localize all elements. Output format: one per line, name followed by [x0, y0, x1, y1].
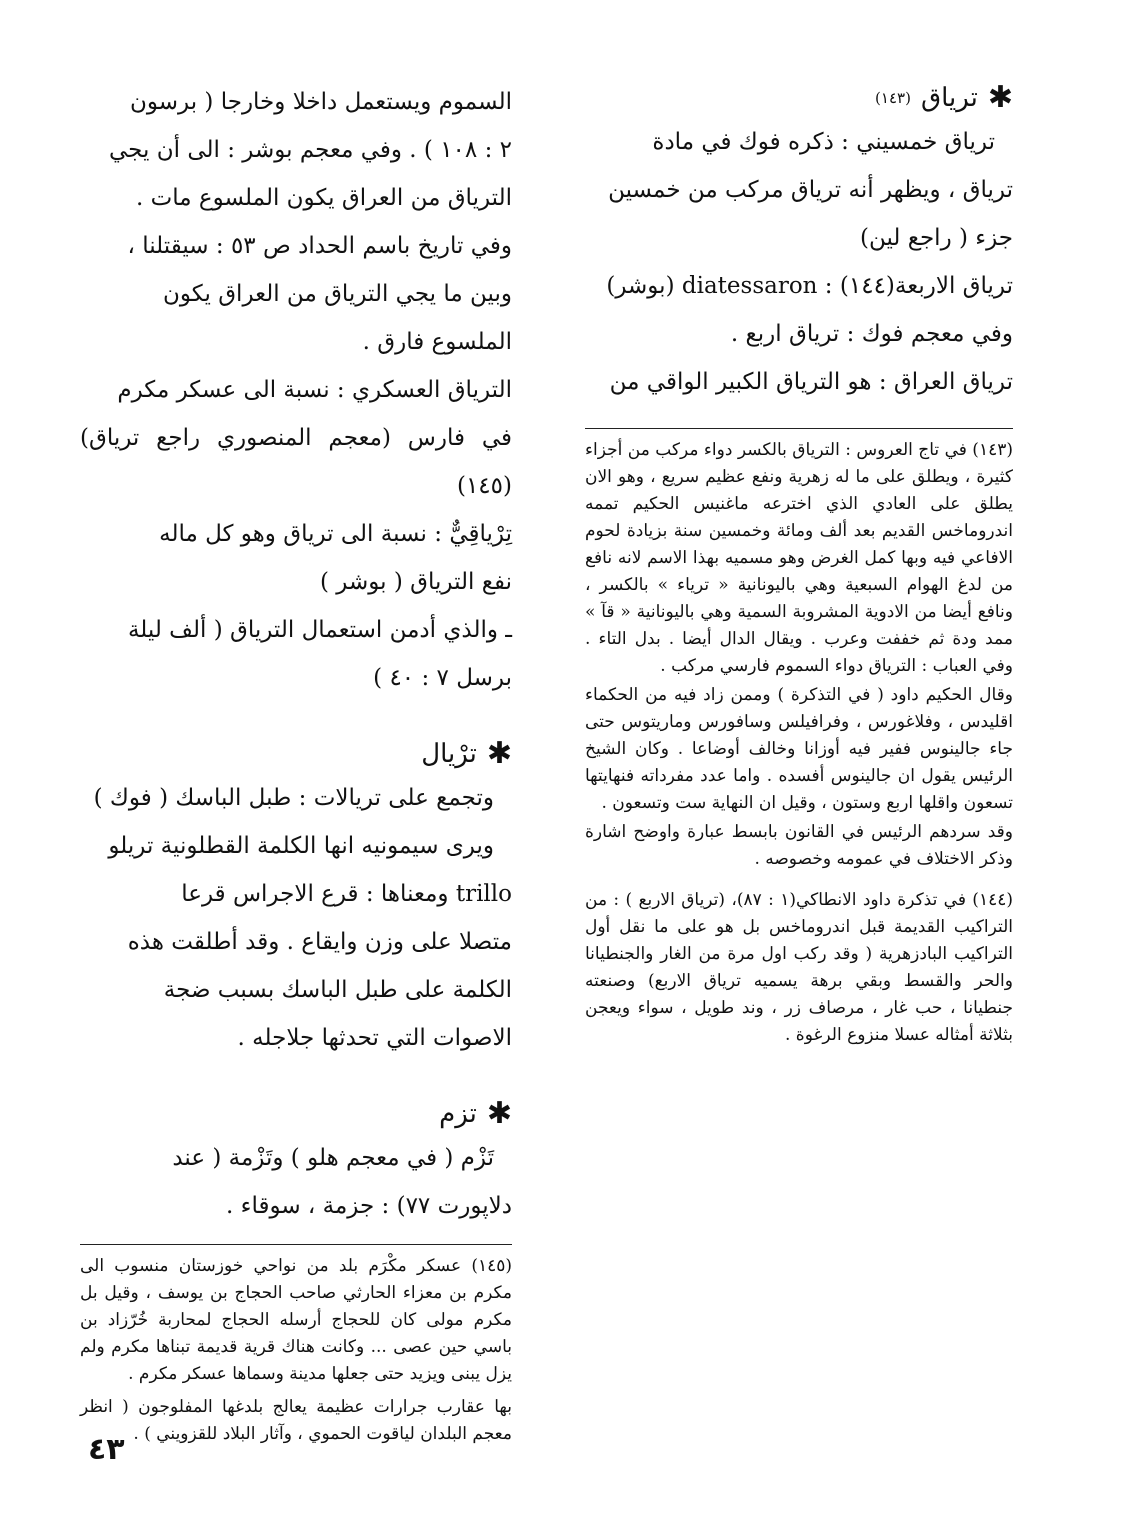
footnote-paragraph: (١٤٣) في تاج العروس : الترياق بالكسر دواء مركب من أجزاء كثيرة ، ويطلق على ما له زهرية ونفع عظيم سريع ، وهو الان يطلق على العادي الذي اخترعه ماغنيس الحكيم تممه اندروماخس القديم بعد ألف ومائة وخمسين سنة بزيادة لحوم الافاعي فيه وبها كمل الغرض وهو مسميه بهذا الاسم لانه نافع من لدغ الهوام السبعية وهي باليونانية « ترياء » بالكسر ، ونافع أيضا من الادوية المشروبة السمية وهي باليونانية « قآ » ممد ودة ثم خففت وعرب . ويقال الدال أيضا . بدل التاء . وفي العباب : الترياق دواء السموم فارسي مركب .: [585, 440, 1013, 676]
text-line: دلاپورت ٧٧) : جزمة ، سوقاء .: [226, 1193, 512, 1219]
entry-heading-tiryal: [80, 734, 512, 774]
text-line: الملسوع فارق .: [362, 329, 512, 355]
entry-heading-tazm: [80, 1094, 512, 1134]
text-line: وفي تاريخ باسم الحداد ص ٥٣ : سيقتلنا ،: [127, 233, 512, 259]
footnote-divider: [585, 428, 1013, 429]
footnote-divider: [80, 1244, 512, 1245]
text-line: في فارس (معجم المنصوري راجع ترياق)(١٤٥): [80, 425, 512, 499]
text-line: ترياق العراق : هو الترياق الكبير الواقي من: [609, 369, 1013, 395]
text-line: ترياق خمسيني : ذكره فوك في مادة: [652, 129, 995, 155]
text-line: تَزْم ( في معجم هلو ) وتَزْمة ( عند: [172, 1145, 494, 1171]
text-line: الاصوات التي تحدثها جلاجله .: [237, 1025, 512, 1051]
text-line: متصلا على وزن وايقاع . وقد أطلقت هذه: [127, 929, 512, 955]
text-line: جزء ( راجع لين): [859, 225, 1013, 251]
text-line: الكلمة على طبل الباسك بسبب ضجة: [163, 977, 512, 1003]
text-line: الترياق العسكري : نسبة الى عسكر مكرم: [117, 377, 512, 403]
text-line: نفع الترياق ( بوشر ): [320, 569, 512, 595]
left-column: [80, 78, 512, 1450]
text-line: وتجمع على تريالات : طبل الباسك ( فوك ): [93, 785, 494, 811]
text-line: وفي معجم فوك : ترياق اربع .: [730, 321, 1013, 347]
footnote-paragraph: (١٤٥) عسكر مكْرَم بلد من نواحي خوزستان منسوب الى مكرم بن معزاء الحارثي صاحب الحجاج بن يوسف ، وقيل بل مكرم مولى كان للحجاج أرسله الحجاج لمحاربة خُرّزاد بن باسي حين عصى ... وكانت هناك قرية قديمة تبناها مكرم ولم يزل يبنى ويزيد حتى جعلها مدينة وسماها عسكر مكرم .: [80, 1256, 512, 1384]
text-line: ـ والذي أدمن استعمال الترياق ( ألف ليلة: [127, 617, 512, 643]
text-line: السموم ويستعمل داخلا وخارجا ( برسون: [129, 89, 512, 115]
text-line: تِرْياقِيٌّ : نسبة الى ترياق وهو كل ماله: [159, 521, 512, 547]
footnote-paragraph: وقال الحكيم داود ( في التذكرة ) وممن زاد فيه من الحكماء اقليدس ، وفلاغورس ، وفرافيلس وسافورس وماريتوس حتى جاء جالينوس ففير فيه أوزانا وخالف أوضاعا . وكان الشيخ الرئيس يقول ان جالينوس أفسده . واما عدد مفرداته فنهايتها تسعون واقلها اربع وستون ، وقيل ان النهاية ست وتسعون .: [585, 685, 1013, 813]
entry-body: [80, 1134, 512, 1230]
entry-headword: ترياق: [920, 83, 978, 113]
entry-headword: ترْيال: [421, 739, 477, 769]
entry-heading-tiryaq: [585, 78, 1013, 118]
text-line: trillo ومعناها : قرع الاجراس قرعا: [181, 881, 512, 907]
footnote-paragraph: وقد سردهم الرئيس في القانون بابسط عبارة واوضح اشارة وذكر الاختلاف في عمومه وخصوصه .: [585, 822, 1013, 869]
footnote-paragraph: بها عقارب جرارات عظيمة يعالج بلدغها المفلوجون ( انظر معجم البلدان لياقوت الحموي ، وآثار البلاد للقزويني ) .: [80, 1397, 512, 1444]
entry-body: [80, 78, 512, 702]
text-line: ٢ : ١٠٨ ) . وفي معجم بوشر : الى أن يجي: [109, 137, 512, 163]
asterisk-icon: ✱: [486, 1096, 512, 1131]
footnote-paragraph: (١٤٤) في تذكرة داود الانطاكي(١ : ٨٧)، (ترياق الاربع ) : من التراكيب القديمة قبل اندروماخس بل هو على ما نقل أول التراكيب البادزهرية ( وقد ركب اول مرة من الغار والجنطيانا والحر والقسط وبقي برهة يسميه ترياق الاربع) وصنعته جنطيانا ، حب غار ، مرصاف زر ، وند طويل ، سواء ويعجن بثلاثة أمثاله عسلا منزوع الرغوة .: [585, 890, 1013, 1045]
text-line: ويرى سيمونيه انها الكلمة القطلونية تريلو: [108, 833, 494, 859]
entry-headword: تزم: [439, 1099, 477, 1129]
text-line: الترياق من العراق يكون الملسوع مات .: [136, 185, 512, 211]
asterisk-icon: ✱: [486, 736, 512, 771]
entry-body: [80, 774, 512, 1062]
text-line: ترياق ، ويظهر أنه ترياق مركب من خمسين: [608, 177, 1013, 203]
entry-body: [585, 118, 1013, 406]
text-line: وبين ما يجي الترياق من العراق يكون: [163, 281, 512, 307]
asterisk-icon: ✱: [987, 80, 1013, 115]
text-line: تریاق الاربعة(١٤٤) : diatessaron (بوشر): [606, 273, 1013, 299]
footnotes-right: [585, 437, 1013, 1049]
page-number: ٤٣: [88, 1432, 125, 1467]
text-line: برسل ٧ : ٤٠ ): [373, 665, 512, 691]
footnotes-left: [80, 1253, 512, 1448]
right-column: [585, 78, 1013, 1051]
footnote-ref: (١٤٣): [875, 89, 911, 107]
